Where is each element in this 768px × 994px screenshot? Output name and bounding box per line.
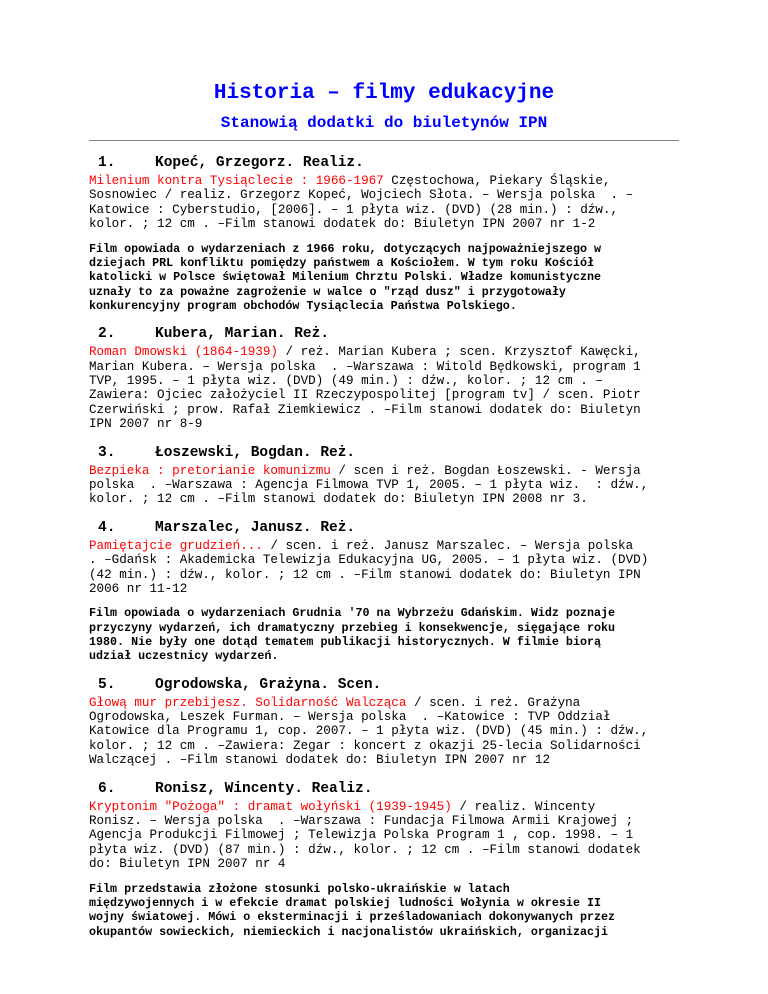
entry-description (89, 345, 689, 431)
list-item (89, 780, 689, 939)
entry-title-link[interactable]: Głową mur przebijesz. Solidarność Walcząca (89, 695, 407, 710)
entry-description-line1: / realiz. Wincenty (451, 799, 596, 814)
entry-heading (89, 780, 689, 798)
entry-description-line1: Częstochowa, Piekary Śląskie, (383, 174, 611, 188)
entry-heading (89, 676, 689, 694)
entry-description-line1: / scen i reż. Bogdan Łoszewski. - Wersja (330, 463, 641, 478)
entry-heading (89, 519, 689, 537)
entry-title-link[interactable]: Milenium kontra Tysiąclecie : 1966-1967 (89, 174, 384, 188)
entry-title-link[interactable]: Kryptonim "Pożoga" : dramat wołyński (1939-1945) (89, 799, 452, 814)
entry-heading (89, 444, 689, 462)
entry-description (89, 539, 689, 597)
entry-description-line1: / scen. i reż. Janusz Marszalec. – Wersja polska (262, 538, 634, 553)
entry-summary: Film opowiada o wydarzeniach Grudnia '70 na Wybrzeżu Gdańskim. Widz poznaje przyczyny wydarzeń, ich dramatyczny przebieg i konsekwencje, sięgające roku 1980. Nie były one dotąd tematem publikacji historycznych. W filmie biorą udział uczestnicy wydarzeń. (89, 606, 616, 664)
entry-description-line1: / reż. Marian Kubera ; scen. Krzysztof Kawęcki, (277, 345, 641, 360)
entry-summary: Film przedstawia złożone stosunki polsko-ukraińskie w latach międzywojennych i w efekcie dramat polskiej ludności Wołynia w okresie II wojny światowej. Mówi o eksterminacji i prześladowaniach dokonywanych przez okupantów sowieckich, niemieckich i nacjonalistów ukraińskich, organizacji (89, 881, 616, 939)
entry-summary: Film opowiada o wydarzeniach z 1966 roku, dotyczących najpoważniejszego w dziejach PRL konfliktu pomiędzy państwem a Kościołem. W tym roku Kościół katolicki w Polsce świętował Milenium Chrztu Polski. Władze komunistyczne uznały to za poważne zagrożenie w walce o "rząd dusz" i przygotowały konkurencyjny program obchodów Tysiąclecia Państwa Polskiego. (89, 241, 601, 313)
horizontal-rule (89, 140, 679, 141)
entry-title-link[interactable]: Roman Dmowski (1864-1939) (89, 345, 278, 360)
entry-number: 4. (98, 519, 116, 536)
entry-author: Ronisz, Wincenty. Realiz. (155, 780, 373, 797)
entry-heading (89, 325, 689, 343)
entry-description-rest: Sosnowiec / realiz. Grzegorz Kopeć, Wojciech Słota. – Wersja polska . – Katowice : Cyberstudio, [2006]. – 1 płyta wiz. (DVD) (28 min.) : dźw., kolor. ; 12 cm . –Film stanowi dodatek do: Biuletyn IPN 2007 nr 1-2 (89, 188, 634, 232)
entry-description (89, 174, 689, 232)
entry-number: 6. (98, 780, 116, 797)
entry-number: 1. (98, 155, 116, 171)
entry-heading (89, 154, 689, 172)
entry-author: Marszalec, Janusz. Reż. (155, 519, 356, 536)
list-item (89, 676, 689, 768)
entry-number: 5. (98, 676, 116, 693)
entry-description-rest: Marian Kubera. – Wersja polska . –Warszawa : Witold Będkowski, program 1 TVP, 1995. – 1 płyta wiz. (DVD) (49 min.) : dźw., kolor. ; 12 cm . – Zawiera: Ojciec założyciel II Rzeczypospolitej [program tv] / scen. Piotr Czerwiński ; prow. Rafał Ziemkiewicz . –Film stanowi dodatek do: Biuletyn IPN 2007 nr 8-9 (89, 359, 641, 432)
entry-description-line1: / scen. i reż. Grażyna (406, 695, 581, 710)
entry-description (89, 800, 689, 872)
entry-author: Łoszewski, Bogdan. Reż. (155, 444, 356, 461)
entry-number: 3. (98, 444, 116, 461)
list-item (89, 325, 689, 431)
entry-title-link[interactable]: Bezpieka : pretorianie komunizmu (89, 463, 331, 478)
entry-description (89, 464, 689, 507)
entry-list (89, 154, 689, 939)
entry-author: Kubera, Marian. Reż. (155, 326, 330, 343)
page-title: Historia – filmy edukacyjne (213, 82, 555, 105)
entry-number: 2. (98, 326, 116, 343)
entry-description-rest: . –Gdańsk : Akademicka Telewizja Edukacyjna UG, 2005. – 1 płyta wiz. (DVD) (42 min.) : dźw., kolor. ; 12 cm . –Film stanowi dodatek do: Biuletyn IPN 2006 nr 11-12 (89, 553, 649, 596)
entry-author: Ogrodowska, Grażyna. Scen. (155, 676, 382, 693)
entry-description-rest: Ronisz. – Wersja polska . –Warszawa : Fundacja Filmowa Armii Krajowej ; Agencja Produkcji Filmowej ; Telewizja Polska Program 1 , cop. 1998. – 1 płyta wiz. (DVD) (87 min.) : dźw., kolor. ; 12 cm . –Film stanowi dodatek do: Biuletyn IPN 2007 nr 4 (89, 814, 641, 872)
entry-description-rest: Ogrodowska, Leszek Furman. – Wersja polska . –Katowice : TVP Oddział Katowice dla Programu 1, cop. 2007. – 1 płyta wiz. (DVD) (45 min.) : dźw., kolor. ; 12 cm . –Zawiera: Zegar : koncert z okazji 25-lecia Solidarności Walczącej . –Film stanowi dodatek do: Biuletyn IPN 2007 nr 12 (89, 709, 649, 768)
list-item (89, 154, 689, 313)
entry-description-rest: polska . –Warszawa : Agencja Filmowa TVP 1, 2005. – 1 płyta wiz. : dźw., kolor. ; 12 cm . –Film stanowi dodatek do: Biuletyn IPN 2008 nr 3. (89, 477, 649, 507)
list-item (89, 519, 689, 664)
page-subtitle: Stanowią dodatki do biuletynów IPN (220, 114, 548, 132)
entry-title-link[interactable]: Pamiętajcie grudzień... (89, 538, 263, 553)
list-item (89, 444, 689, 507)
entry-description (89, 696, 689, 768)
entry-author: Kopeć, Grzegorz. Realiz. (155, 155, 364, 171)
